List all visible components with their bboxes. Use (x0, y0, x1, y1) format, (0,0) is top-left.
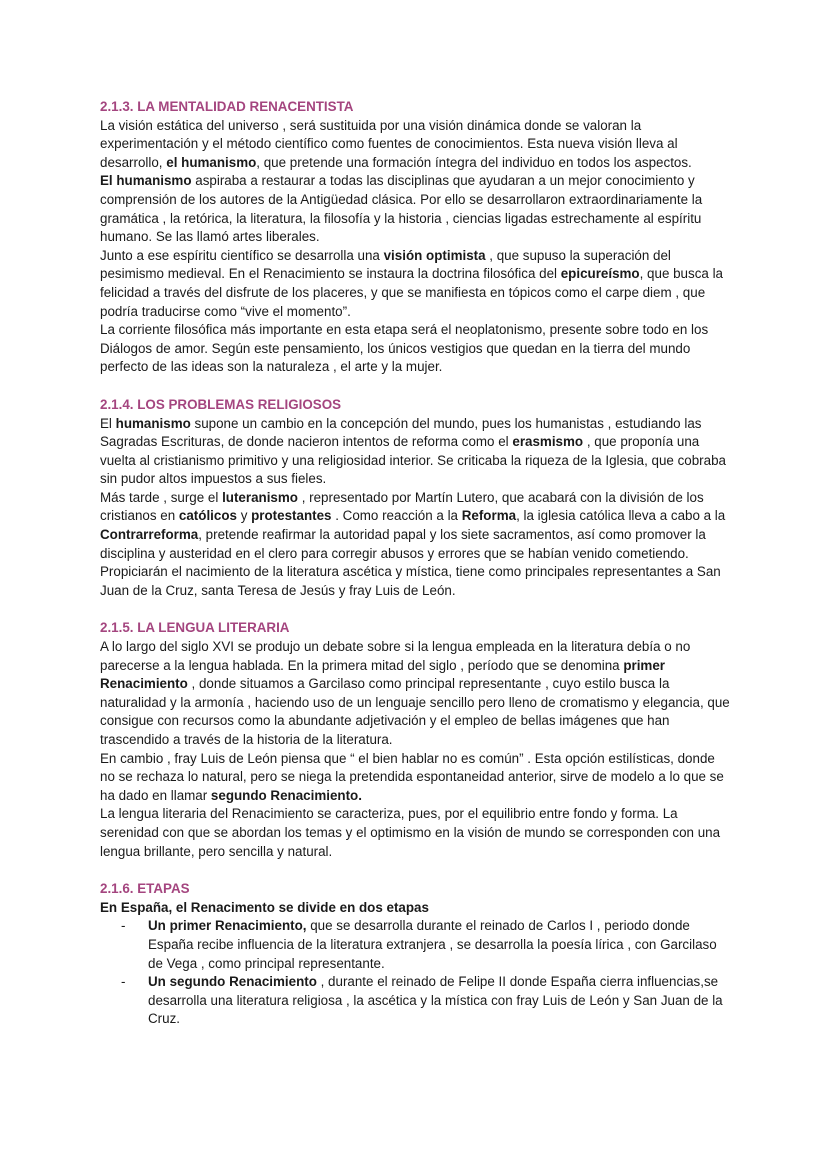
section-body (100, 415, 732, 601)
paragraph (100, 172, 732, 246)
text-run: La lengua literaria del Renacimiento se caracteriza, pues, por el equilibrio entre fondo y forma. La serenidad con que se abordan los temas y el optimismo en la visión de mundo se corresponden con una lengua brillante, pero sencilla y natural. (100, 806, 721, 859)
section-heading: 2.1.3. LA MENTALIDAD RENACENTISTA (100, 99, 354, 114)
text-run: Junto a ese espíritu científico se desarrolla una (100, 247, 384, 263)
paragraph (100, 805, 732, 861)
text-run: , pretende reafirmar la autoridad papal y los siete sacramentos, así como promover la disciplina y austeridad en el clero para corregir abusos y errores que se habían venido cometiendo. (100, 527, 706, 561)
stages-list (100, 917, 732, 1029)
bold-text: primer Renacimiento (100, 657, 665, 692)
section-body (100, 117, 732, 377)
text-run: , que supuso la superación del pesimismo medieval. En el Renacimiento se instaura la doctrina filosófica del (100, 247, 671, 282)
section-heading: 2.1.6. ETAPAS (100, 881, 190, 897)
bold-text: El humanismo (100, 173, 192, 189)
paragraph (100, 750, 732, 806)
text-run: y (236, 508, 252, 524)
paragraph (100, 489, 732, 563)
bold-text: erasmismo (512, 434, 584, 450)
paragraph (100, 247, 732, 321)
paragraph (100, 117, 732, 173)
text-run: Propiciarán el nacimiento de la literatura ascética y mística, tiene como principales representantes a San Juan de la Cruz, santa Teresa de Jesús y fray Luis de León. (100, 564, 721, 598)
text-run: supone un cambio en la concepción del mundo, pues los humanistas , estudiando las Sagradas Escrituras, de donde nacieron intentos de reforma como el (100, 415, 702, 450)
bold-text: luteranismo (222, 489, 298, 505)
stage-item (100, 973, 732, 1029)
paragraph (100, 563, 732, 600)
paragraph (100, 638, 732, 750)
text-run: , que proponía una vuelta al cristianismo primitivo y una religiosidad interior. Se criticaba la riqueza de la Iglesia, que cobraba sin pudor altos impuestos a sus fieles. (100, 434, 726, 487)
section-heading: 2.1.4. LOS PROBLEMAS RELIGIOSOS (100, 396, 342, 412)
section-mentalidad (100, 98, 732, 377)
stage-text (148, 918, 717, 970)
bold-text: católicos (178, 508, 237, 524)
text-run: El (100, 415, 116, 431)
bold-text: epicureísmo (560, 266, 640, 282)
list-bullet: - (121, 974, 126, 990)
bold-text: protestantes (251, 508, 332, 524)
stage-item (100, 917, 732, 973)
text-run: La corriente filosófica más importante en esta etapa será el neoplatonismo, presente sobre todo en los Diálogos de amor. Según este pensamiento, los únicos vestigios que quedan en la tierra del mundo perfecto de las ideas son la naturaleza , el arte y la mujer. (100, 322, 709, 375)
bold-text: visión optimista (383, 247, 486, 263)
document-page (100, 98, 732, 1048)
text-run: En cambio , fray Luis de León piensa que “ el bien hablar no es común” . Esta opción estilísticas, donde no se rechaza lo natural, pero se niega la pretendida espontaneidad anterior, sirve de modelo a lo que se ha dado en llamar (100, 750, 724, 803)
text-run: , representado por Martín Lutero, que acabará con la división de los cristianos en (100, 489, 704, 524)
stage-text (148, 974, 723, 1026)
bold-text: humanismo (115, 415, 191, 431)
text-run: , durante el reinado de Felipe II donde España cierra influencias,se desarrolla una literatura religiosa , la ascética y la mística con fray Luis de León y San Juan de la Cruz. (148, 974, 723, 1027)
section-problemas-religiosos (100, 396, 732, 601)
list-bullet: - (121, 918, 126, 934)
text-run: A lo largo del siglo XVI se produjo un debate sobre si la lengua empleada en la literatura debía o no parecerse a la lengua hablada. En la primera mitad del siglo , período que se denomina (100, 639, 691, 673)
text-run: aspiraba a restaurar a todas las disciplinas que ayudaran a un mejor conocimiento y comprensión de los autores de la Antigüedad clásica. Por ello se desarrollaron extraordinariamente la gramática , la retórica, la literatura, la filosofía y la historia , ciencias ligadas estrechamente al espíritu humano. Se las llamó artes liberales. (100, 173, 703, 245)
section-body (100, 638, 732, 861)
bold-text: Un primer Renacimiento, (148, 918, 307, 934)
text-run: La visión estática del universo , será sustituida por una visión dinámica donde se valoran la experimentación y el método científico como fuentes de conocimientos. Esta nueva visión lleva al desarrollo, (100, 117, 678, 170)
section-subheading: En España, el Renacimento se divide en dos etapas (100, 899, 429, 915)
bold-text: Contrarreforma (100, 527, 199, 543)
bold-text: Reforma (461, 508, 517, 524)
section-heading: 2.1.5. LA LENGUA LITERARIA (100, 620, 290, 636)
bold-text: segundo Renacimiento. (210, 787, 362, 803)
text-run: , la iglesia católica lleva a cabo a la (516, 508, 726, 524)
section-etapas (100, 880, 732, 1029)
text-run: Más tarde , surge el (100, 489, 223, 505)
text-run: , donde situamos a Garcilaso como principal representante , cuyo estilo busca la naturalidad y la armonía , haciendo uso de un lenguaje sencillo pero lleno de cromatismo y elegancia, que consigue con recursos como la abundante adjetivación y el empleo de bellas imágenes que han trascendido a través de la historia de la literatura. (100, 676, 730, 747)
bold-text: el humanismo (166, 154, 257, 170)
bold-text: Un segundo Renacimiento (148, 974, 317, 990)
text-run: que se desarrolla durante el reinado de Carlos I , periodo donde España recibe influencia de la literatura extranjera , se desarrolla la poesía lírica , con Garcilaso de Vega , como principal representante. (148, 918, 717, 971)
paragraph (100, 321, 732, 377)
text-run: . Como reacción a la (331, 508, 462, 524)
text-run: , que pretende una formación íntegra del individuo en todos los aspectos. (256, 154, 692, 170)
paragraph (100, 415, 732, 489)
text-run: , que busca la felicidad a través del disfrute de los placeres, y que se manifiesta en tópicos como el carpe diem , que podría traducirse como “vive el momento”. (100, 266, 723, 319)
section-lengua-literaria (100, 619, 732, 861)
